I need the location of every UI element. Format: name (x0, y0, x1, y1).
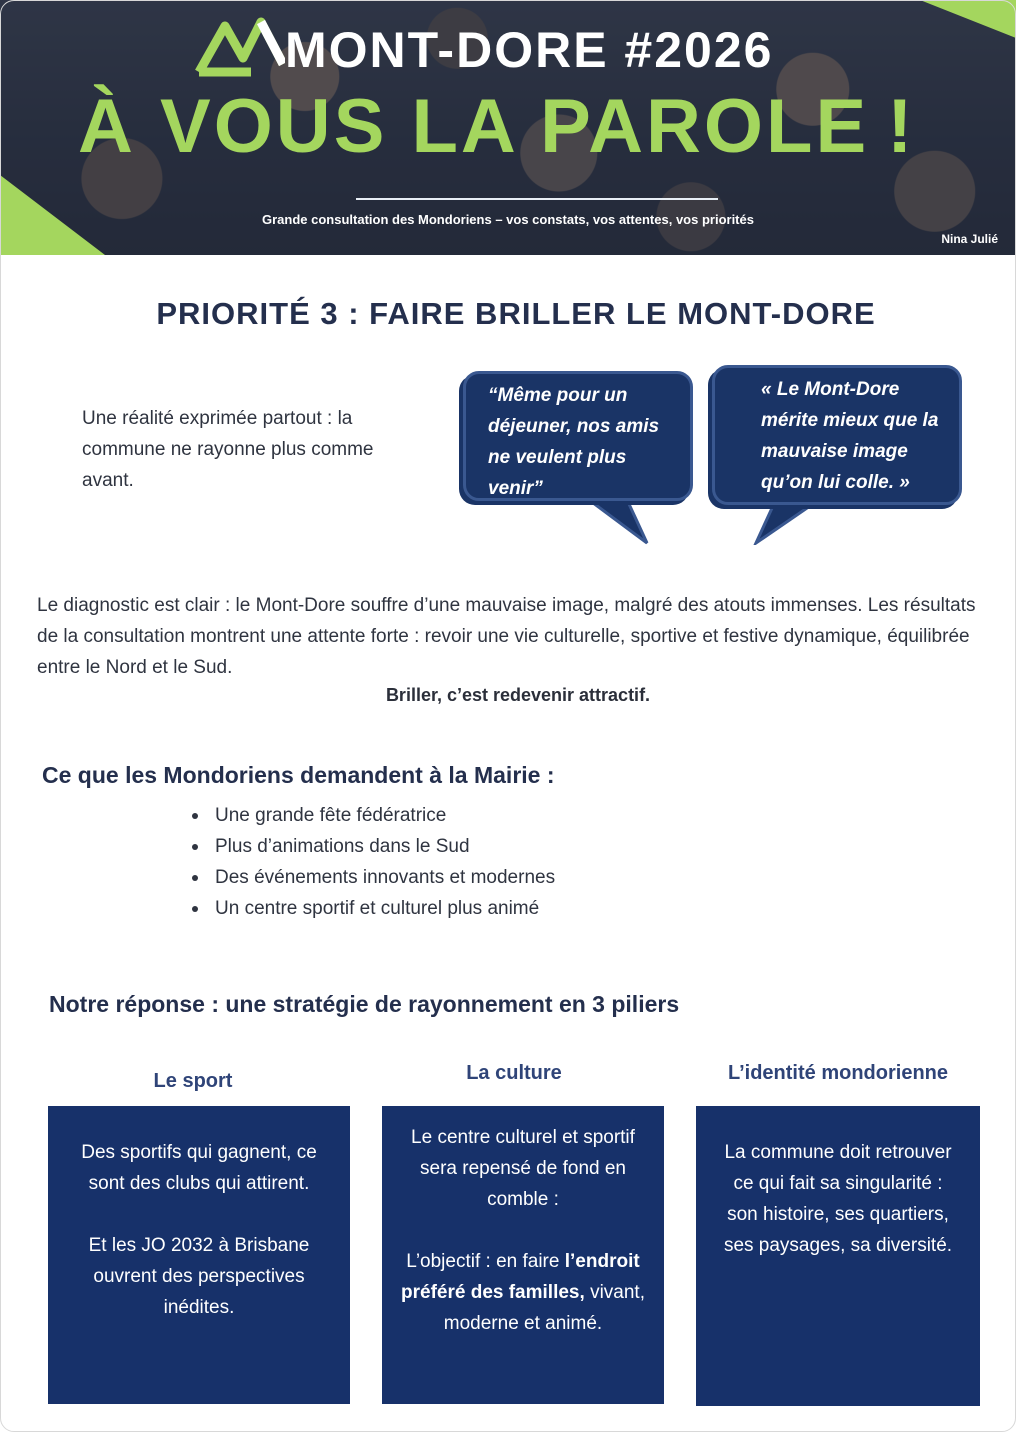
pillar-culture-text-2-bold: l’endroit préféré des familles, (401, 1251, 640, 1303)
pillar-sport-text-1: Des sportifs qui gagnent, ce sont des clubs qui attirent. (81, 1142, 317, 1194)
demands-heading: Ce que les Mondoriens demandent à la Mairie : (42, 762, 555, 788)
pillar-culture-text-2-start: L’objectif : en faire (406, 1251, 560, 1272)
punchline: Briller, c’est redevenir attractif. (385, 685, 651, 705)
diagnostic-paragraph: Le diagnostic est clair : le Mont-Dore souffre d’une mauvaise image, malgré des atouts immenses. Les résultats de la consultation montrent une attente forte : revoir une vie culturelle, sportive et festive dynamique, équilibrée entre le Nord et le Sud. (37, 595, 976, 678)
header-banner (0, 0, 1016, 255)
pillar-heading-culture: La culture (466, 1062, 562, 1084)
pillar-heading-sport: Le sport (153, 1070, 233, 1092)
demands-list (190, 800, 555, 924)
intro-text: Une réalité exprimée partout : la commune ne rayonne plus comme avant. (82, 408, 374, 491)
quote-bubble-1 (463, 371, 695, 551)
banner-brand: MONT-DORE #2026 (285, 22, 774, 78)
banner-tagline: Grande consultation des Mondoriens – vos constats, vos attentes, vos priorités (262, 212, 754, 227)
pillar-sport-text-2: Et les JO 2032 à Brisbane ouvrent des perspectives inédites. (88, 1235, 310, 1318)
pillar-card-sport (48, 1106, 350, 1404)
quote-bubble-2 (712, 365, 964, 545)
pillar-culture-text-1: Le centre culturel et sportif sera repensé de fond en comble : (411, 1127, 635, 1210)
answer-heading: Notre réponse : une stratégie de rayonnement en 3 piliers (49, 991, 680, 1017)
mountain-logo-icon (195, 12, 285, 78)
banner-slogan-text: À VOUS LA PAROLE (78, 84, 870, 169)
list-item: Un centre sportif et culturel plus animé (190, 893, 555, 924)
quote-text-2: « Le Mont-Dore mérite mieux que la mauvaise image qu’on lui colle. » (712, 365, 962, 505)
list-item: Des événements innovants et modernes (190, 862, 555, 893)
priority-title: PRIORITÉ 3 : FAIRE BRILLER LE MONT-DORE (156, 296, 876, 331)
pillar-identity-text-2: son histoire, ses quartiers, ses paysages, sa diversité. (723, 1204, 953, 1256)
quote-text-1: “Même pour un déjeuner, nos amis ne veulent plus venir” (463, 371, 693, 501)
banner-slogan-mark: ! (887, 84, 916, 169)
pillar-identity-text-1: La commune doit retrouver ce qui fait sa singularité : (724, 1142, 952, 1194)
banner-slogan (78, 82, 915, 172)
list-item: Plus d’animations dans le Sud (190, 831, 555, 862)
list-item: Une grande fête fédératrice (190, 800, 555, 831)
pillar-card-culture (382, 1106, 664, 1404)
pillar-culture-text-2 (398, 1246, 648, 1339)
banner-divider (356, 198, 718, 200)
pillar-card-identity (696, 1106, 980, 1406)
pillar-heading-identity: L’identité mondorienne (727, 1062, 948, 1084)
banner-accent-triangle-right (920, 0, 1016, 38)
banner-author: Nina Julié (941, 232, 998, 246)
pillar-culture-text-2-end: vivant, moderne et animé. (443, 1282, 645, 1334)
